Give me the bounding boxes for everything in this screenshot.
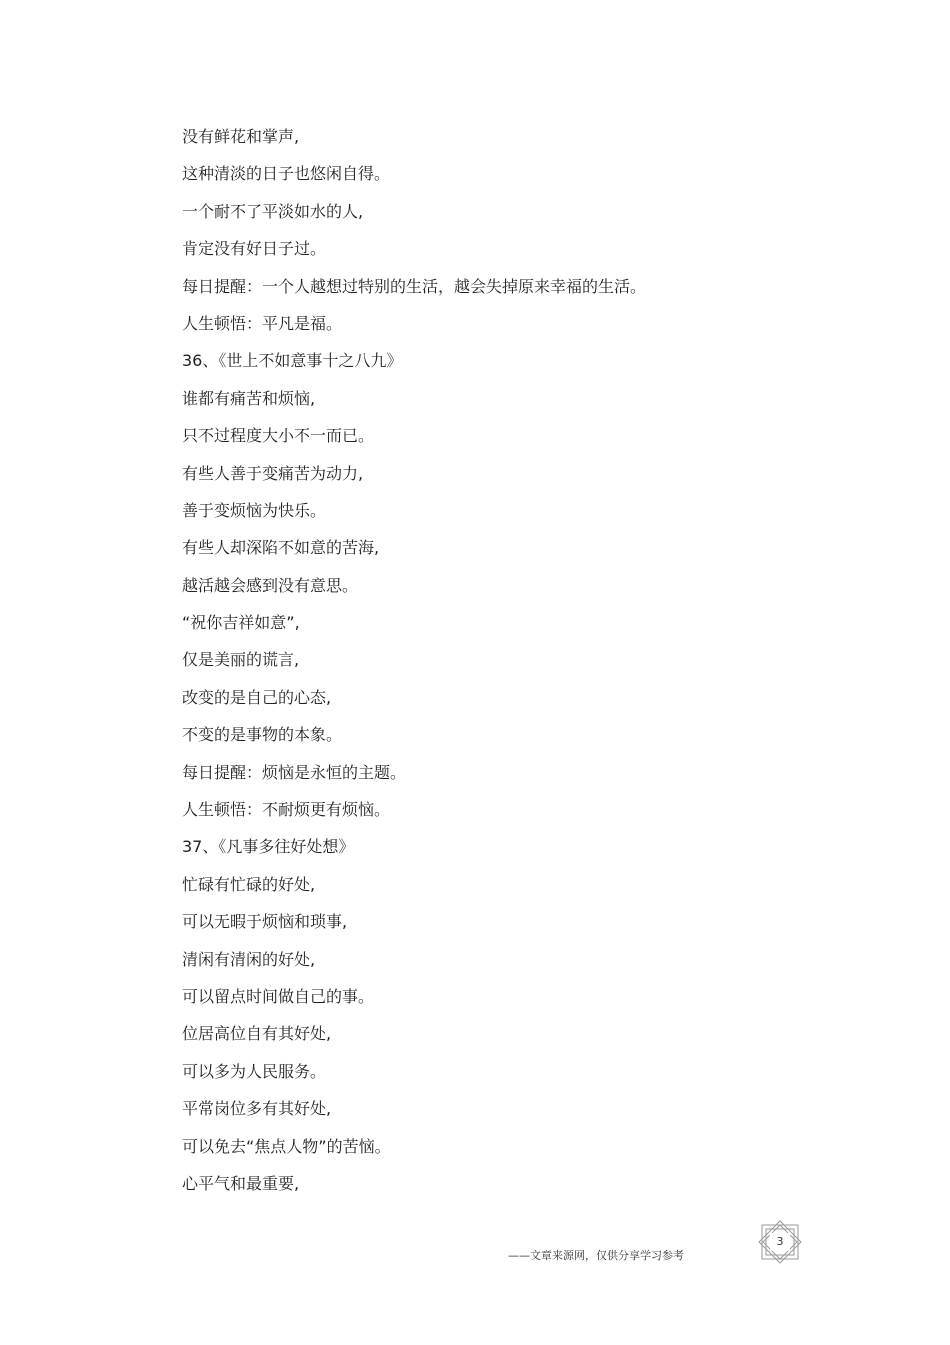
section-heading: 37、《凡事多往好处想》 <box>182 837 355 857</box>
text-line: 位居高位自有其好处, <box>182 1024 332 1044</box>
page-number: 3 <box>776 1235 784 1248</box>
text-line: 善于变烦恼为快乐。 <box>182 500 327 520</box>
text-line: 有些人善于变痛苦为动力, <box>182 463 364 483</box>
text-line: 肯定没有好日子过。 <box>182 239 327 259</box>
text-line: 可以留点时间做自己的事。 <box>182 986 375 1006</box>
text-line: “祝你吉祥如意”, <box>182 613 300 633</box>
text-line: 改变的是自己的心态, <box>182 687 332 707</box>
text-line: 可以免去“焦点人物”的苦恼。 <box>182 1136 391 1156</box>
life-insight: 人生顿悟：不耐烦更有烦恼。 <box>182 800 391 820</box>
text-line: 一个耐不了平淡如水的人, <box>182 201 364 221</box>
text-line: 心平气和最重要, <box>182 1173 300 1193</box>
daily-reminder: 每日提醒：一个人越想过特别的生活，越会失掉原来幸福的生活。 <box>182 276 647 296</box>
document-body <box>182 118 822 1202</box>
text-line: 可以无暇于烦恼和琐事, <box>182 912 348 932</box>
text-line: 这种清淡的日子也悠闲自得。 <box>182 164 391 184</box>
footer-source-note: ——文章来源网，仅供分享学习参考 <box>508 1249 684 1262</box>
section-heading: 36、《世上不如意事十之八九》 <box>182 351 403 371</box>
life-insight: 人生顿悟：平凡是福。 <box>182 313 343 333</box>
text-line: 不变的是事物的本象。 <box>182 725 343 745</box>
text-line: 仅是美丽的谎言, <box>182 650 300 670</box>
text-line: 越活越会感到没有意思。 <box>182 575 359 595</box>
text-line: 平常岗位多有其好处, <box>182 1099 332 1119</box>
text-line: 没有鲜花和掌声, <box>182 127 300 146</box>
text-line: 忙碌有忙碌的好处, <box>182 874 316 894</box>
text-line: 清闲有清闲的好处, <box>182 949 316 969</box>
page-number-badge <box>756 1220 804 1264</box>
text-line: 有些人却深陷不如意的苦海, <box>182 538 380 558</box>
text-line: 可以多为人民服务。 <box>182 1061 327 1081</box>
daily-reminder: 每日提醒：烦恼是永恒的主题。 <box>182 762 407 782</box>
text-line: 谁都有痛苦和烦恼, <box>182 388 316 408</box>
text-line: 只不过程度大小不一而已。 <box>182 426 375 446</box>
